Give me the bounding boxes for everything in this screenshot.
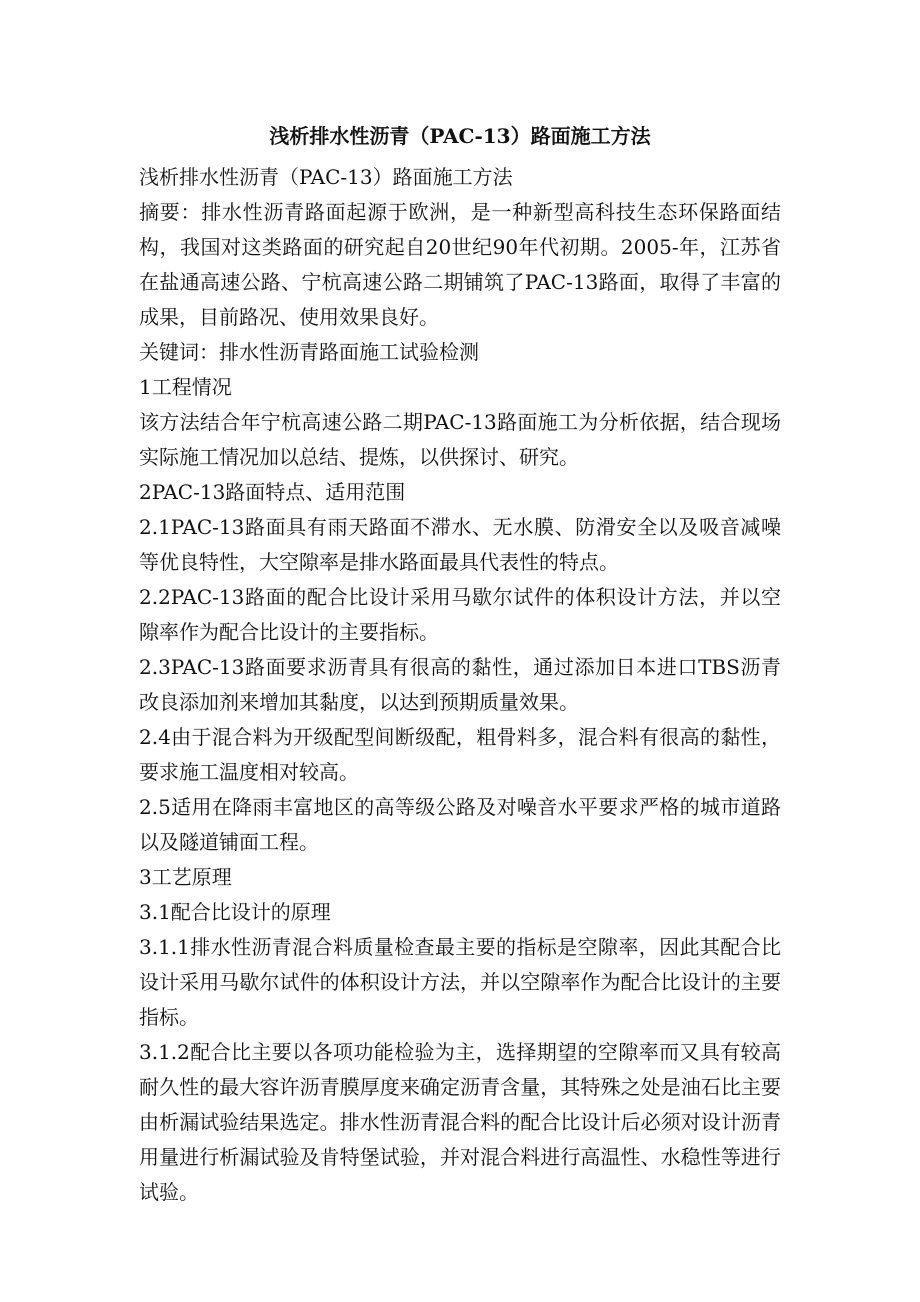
section-heading: 1工程情况 [139, 375, 232, 399]
paragraph: 3.1.2配合比主要以各项功能检验为主，选择期望的空隙率而又具有较高耐久性的最大容许沥青膜厚度来确定沥青含量，其特殊之处是油石比主要由析漏试验结果选定。排水性沥青混合料的配合比设计后必须对设计沥青用量进行析漏试验及肯特堡试验，并对混合料进行高温性、水稳性等进行试验。 [139, 1040, 781, 1204]
paragraph: 3.1.1排水性沥青混合料质量检查最主要的指标是空隙率，因此其配合比设计采用马歇尔试件的体积设计方法，并以空隙率作为配合比设计的主要指标。 [139, 935, 781, 1029]
keywords-paragraph: 关键词：排水性沥青路面施工试验检测 [139, 340, 479, 364]
paragraph: 2.1PAC-13路面具有雨天路面不滞水、无水膜、防滑安全以及吸音减噪等优良特性，大空隙率是排水路面最具代表性的特点。 [139, 515, 781, 574]
paragraph: 浅析排水性沥青（PAC-13）路面施工方法 [139, 165, 513, 189]
paragraph: 该方法结合年宁杭高速公路二期PAC-13路面施工为分析依据，结合现场实际施工情况加以总结、提炼，以供探讨、研究。 [139, 410, 781, 469]
paragraph: 2.4由于混合料为开级配型间断级配，粗骨料多，混合料有很高的黏性，要求施工温度相对较高。 [139, 725, 781, 784]
paragraph: 2.2PAC-13路面的配合比设计采用马歇尔试件的体积设计方法，并以空隙率作为配合比设计的主要指标。 [139, 585, 781, 644]
abstract-paragraph: 摘要：排水性沥青路面起源于欧洲，是一种新型高科技生态环保路面结构，我国对这类路面的研究起自20世纪90年代初期。2005-年，江苏省在盐通高速公路、宁杭高速公路二期铺筑了PAC-13路面，取得了丰富的成果，目前路况、使用效果良好。 [139, 200, 781, 329]
paragraph: 2.5适用在降雨丰富地区的高等级公路及对噪音水平要求严格的城市道路以及隧道铺面工程。 [139, 795, 781, 854]
document-body [139, 160, 781, 1210]
paragraph: 2.3PAC-13路面要求沥青具有很高的黏性，通过添加日本进口TBS沥青改良添加剂来增加其黏度，以达到预期质量效果。 [139, 655, 781, 714]
section-heading: 2PAC-13路面特点、适用范围 [139, 480, 406, 504]
subsection-heading: 3.1配合比设计的原理 [139, 900, 331, 924]
section-heading: 3工艺原理 [139, 865, 232, 889]
document-title: 浅析排水性沥青（PAC-13）路面施工方法 [269, 124, 651, 148]
